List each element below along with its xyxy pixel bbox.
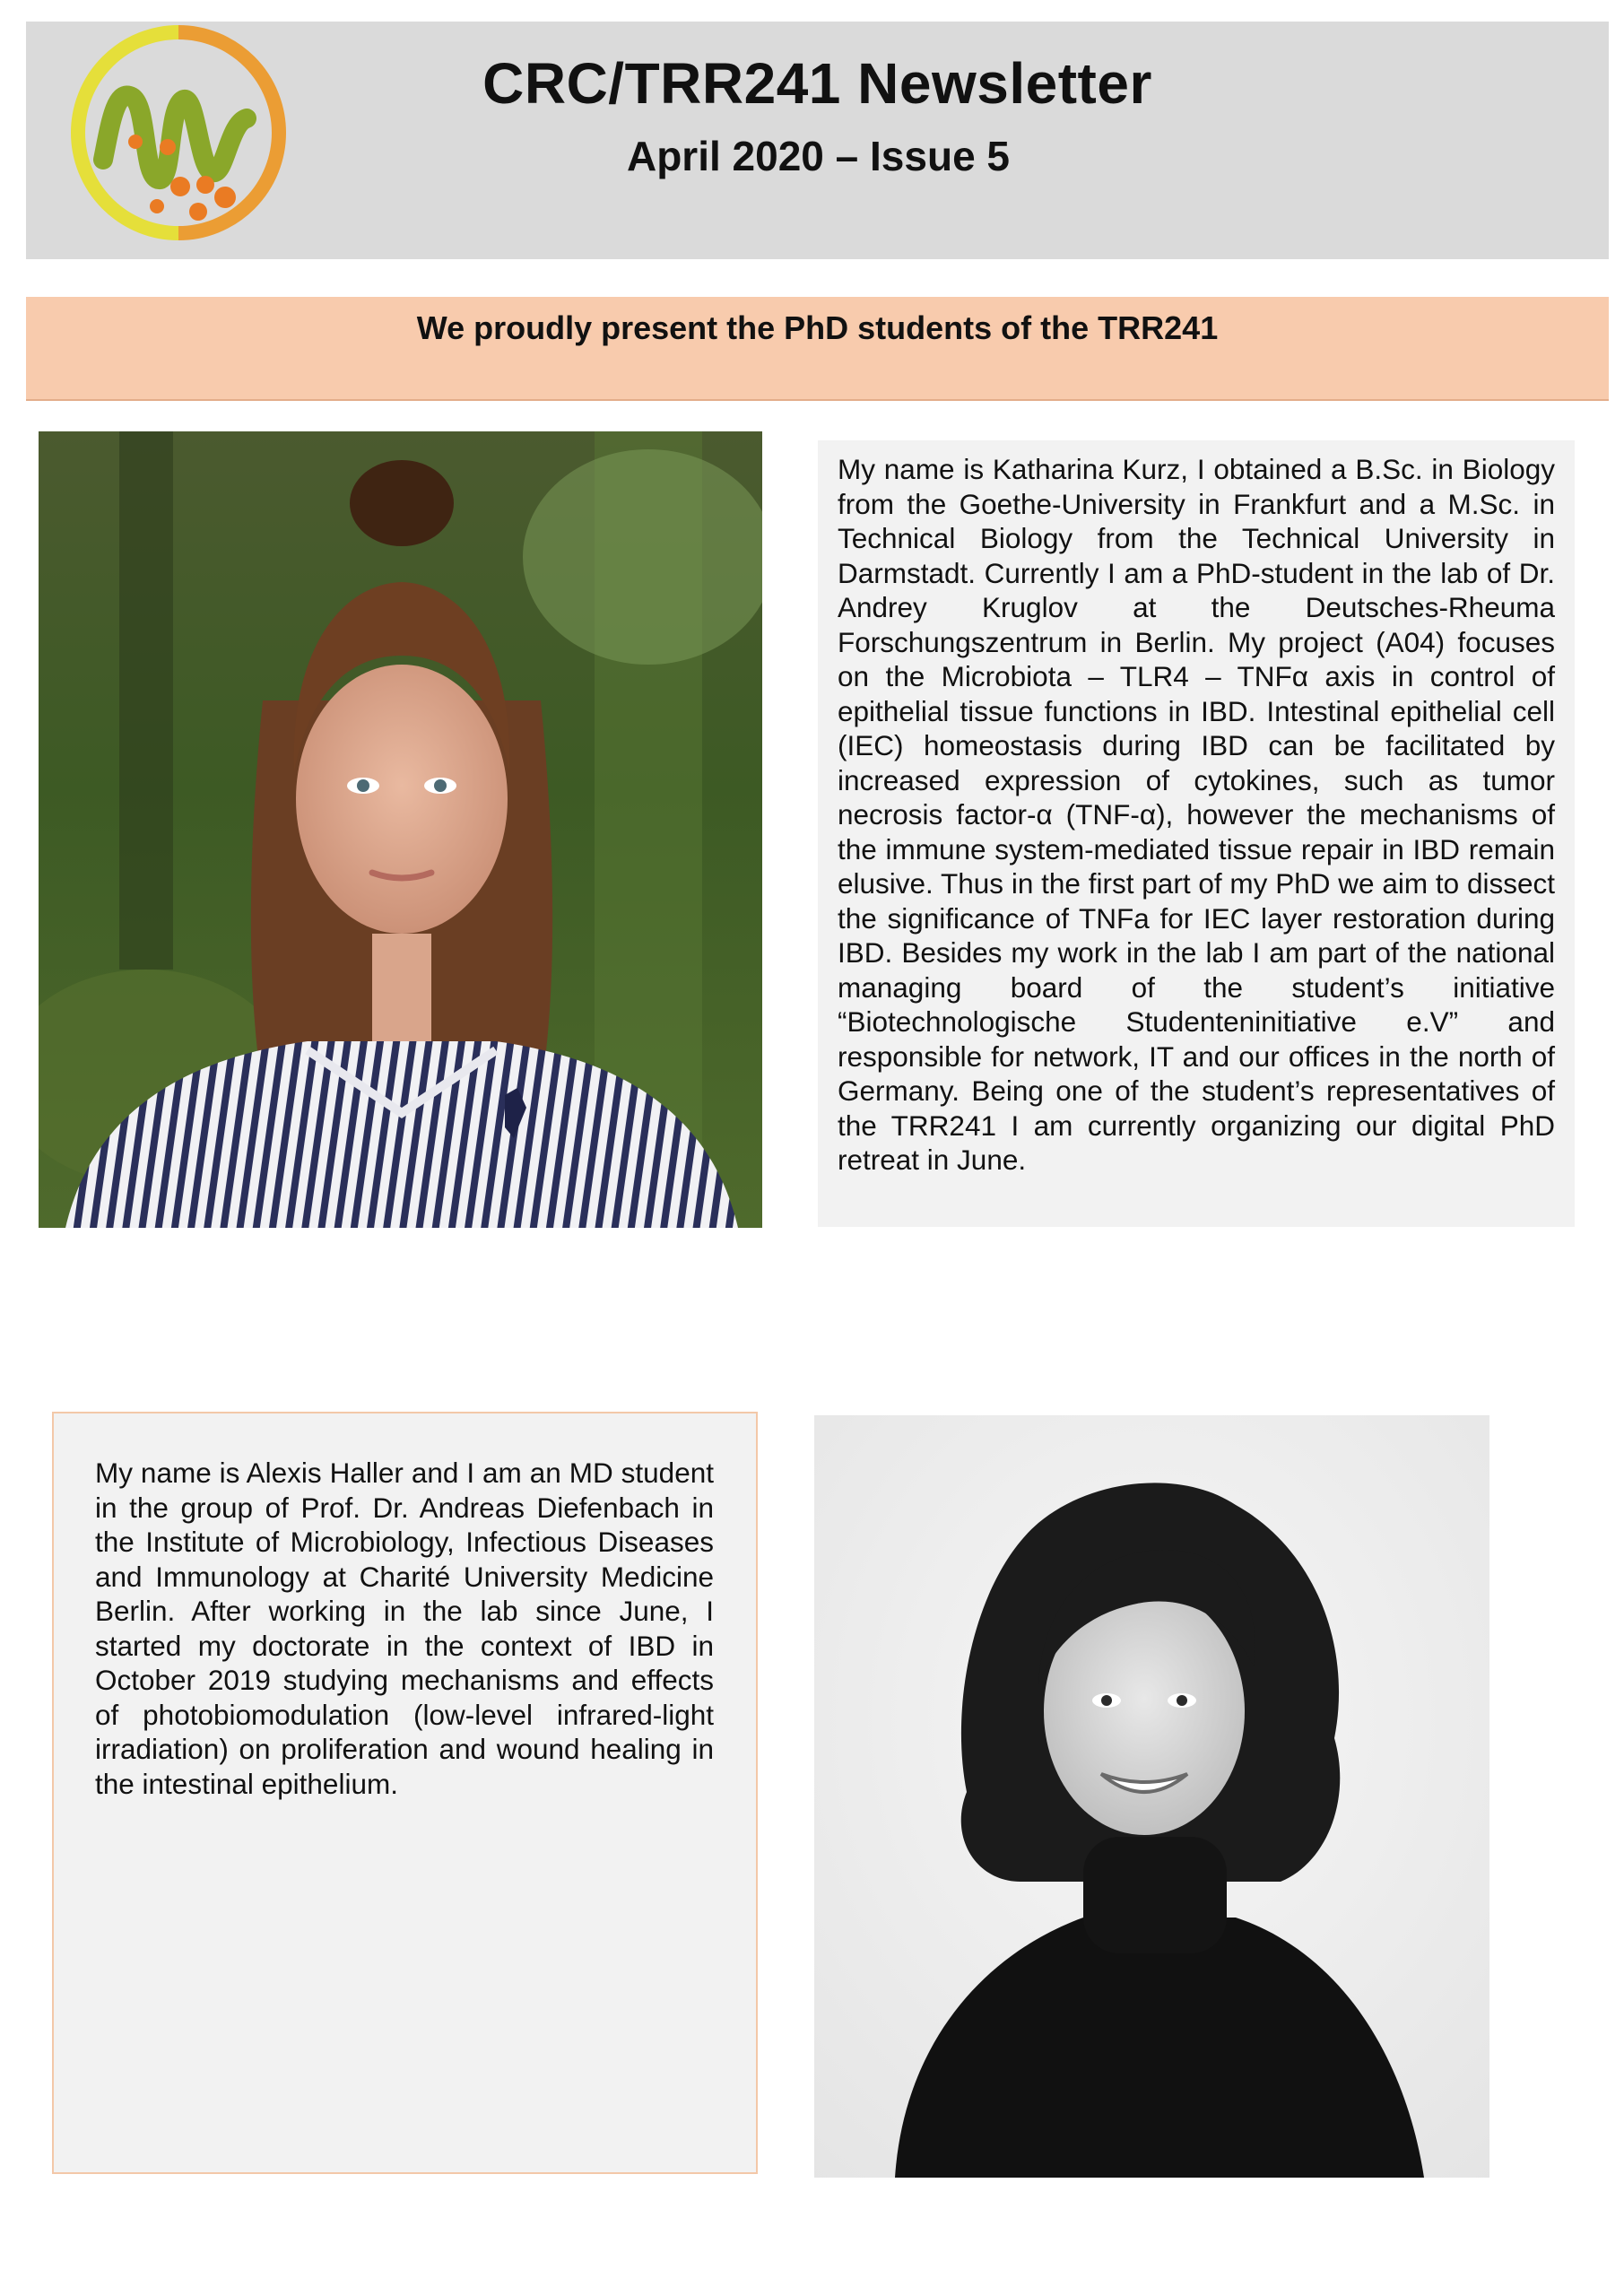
portrait-photo-alexis-haller xyxy=(814,1415,1489,2178)
bio-text: My name is Katharina Kurz, I obtained a B.Sc. in Biology from the Goethe-University in Frankfurt and a M.Sc. in Technical Biology from the Technical University in Darmstadt. Currently I am a PhD-student in the lab of Dr. Andrey Kruglov at the Deutsches-Rheuma Forschungszentrum in Berlin. My project (A04) focuses on the Microbiota – TLR4 – TNFα axis in control of epithelial tissue functions in IBD. Intestinal epithelial cell (IEC) homeostasis during IBD can be facilitated by increased expression of cytokines, such as tumor necrosis factor-α (TNF-α), however the mechanisms of the immune system-mediated tissue repair in IBD remain elusive. Thus in the first part of my PhD we aim to dissect the significance of TNFa for IEC layer restoration during IBD. Besides my work in the lab I am part of the national managing board of the student’s initiative “Biotechnologische Studenteninitiative e.V” and responsible for network, IT and our offices in the north of Germany. Being one of the student’s representatives of the TRR241 I am currently organizing our digital PhD retreat in June. xyxy=(838,453,1555,1176)
section-banner xyxy=(26,297,1609,401)
bio-box-alexis-haller xyxy=(52,1412,758,2174)
newsletter-title: CRC/TRR241 Newsletter xyxy=(482,51,1152,116)
portrait-photo-katharina-kurz xyxy=(39,431,762,1228)
bio-text: My name is Alexis Haller and I am an MD student in the group of Prof. Dr. Andreas Diefenbach in the Institute of Microbiology, Infectious Diseases and Immunology at Charité University Medicine Berlin. After working in the lab since June, I started my doctorate in the context of IBD in October 2019 studying mechanisms and effects of photobiomodulation (low-level infrared-light irradiation) on proliferation and wound healing in the intestinal epithelium. xyxy=(95,1457,714,1800)
newsletter-header xyxy=(26,22,1609,259)
issue-label: April 2020 – Issue 5 xyxy=(626,133,1011,179)
banner-heading: We proudly present the PhD students of the TRR241 xyxy=(416,309,1219,346)
bio-box-katharina-kurz xyxy=(818,440,1575,1227)
